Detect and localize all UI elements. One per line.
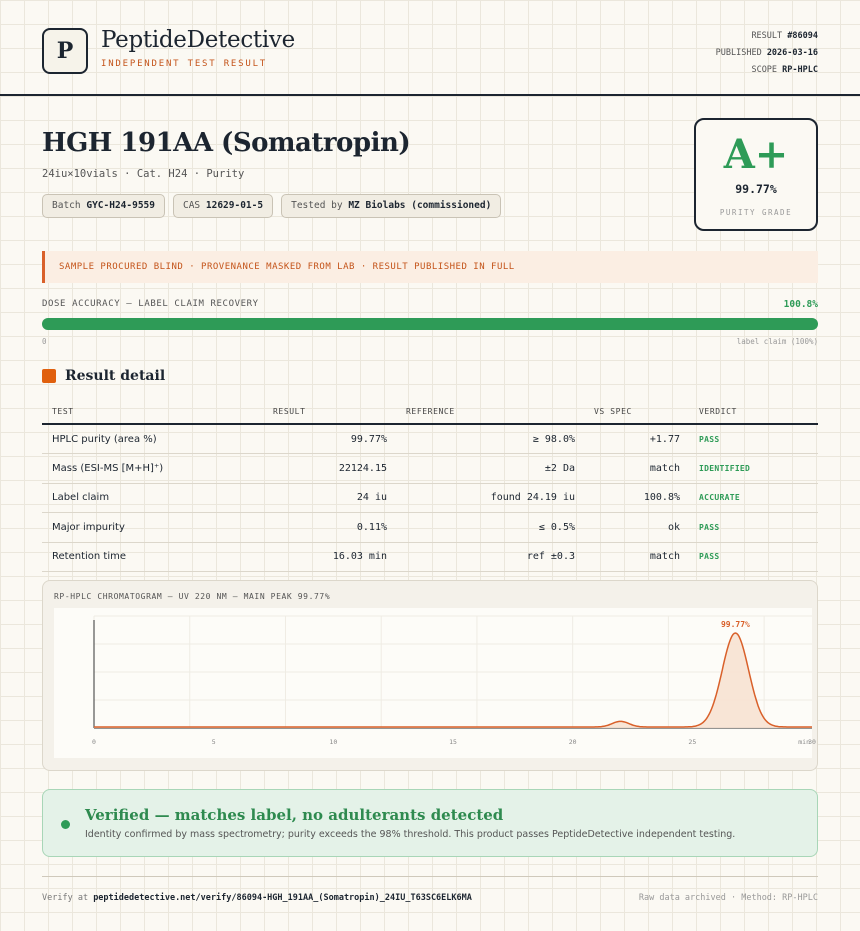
- dose-progress-fill: [42, 318, 818, 330]
- result-detail-heading: [42, 368, 165, 384]
- dose-progress-track: [42, 318, 818, 330]
- chromatogram-area: [94, 633, 812, 728]
- table-row: [42, 454, 818, 483]
- provenance-banner: SAMPLE PROCURED BLIND · PROVENANCE MASKED FROM LAB · RESULT PUBLISHED IN FULL: [42, 251, 818, 283]
- cell-test: Retention time: [52, 551, 126, 563]
- cell-reference: ≥ 98.0%: [532, 433, 575, 445]
- cell-test: Label claim: [52, 492, 110, 504]
- cell-verdict: PASS: [699, 434, 720, 444]
- result-id-line: RESULT #86094: [751, 31, 818, 41]
- table-header-row: [42, 399, 818, 425]
- batch-chip: Batch GYC-H24-9559: [42, 194, 165, 218]
- cell-result: 99.77%: [350, 433, 387, 445]
- scope-line: SCOPE RP-HPLC: [751, 65, 818, 75]
- x-tick-label: 25: [688, 738, 697, 746]
- dose-zero-label: 0: [42, 337, 47, 346]
- section-square-icon: [42, 369, 56, 383]
- chromatogram-panel: [42, 580, 818, 771]
- verified-panel: [42, 789, 818, 857]
- chromatogram-plot: [54, 608, 816, 758]
- verify-url-link[interactable]: peptidedetective.net/verify/86094-HGH_191AA_(Somatropin)_24IU_T63SC6ELK6MA: [93, 893, 472, 903]
- verified-text: Identity confirmed by mass spectrometry; purity exceeds the 98% threshold. This product passes PeptideDetective independent testing.: [85, 829, 736, 840]
- tested-by-chip: Tested by MZ Biolabs (commissioned): [281, 194, 501, 218]
- grade-label: PURITY GRADE: [719, 208, 793, 217]
- cell-test: Mass (ESI-MS [M+H]⁺): [52, 463, 164, 475]
- cell-verdict: IDENTIFIED: [699, 464, 751, 474]
- x-tick-label: 30: [808, 738, 816, 746]
- col-header-result: RESULT: [273, 406, 306, 416]
- brand-subtitle: INDEPENDENT TEST RESULT: [101, 59, 268, 69]
- grade-letter: A+: [723, 131, 789, 178]
- cell-vs-spec: ok: [667, 521, 680, 533]
- chromatogram-svg: [54, 608, 816, 758]
- table-row: [42, 425, 818, 454]
- cell-result: 24 iu: [356, 492, 387, 504]
- cell-test: Major impurity: [52, 521, 125, 533]
- results-table: [42, 399, 818, 572]
- cell-reference: ≤ 0.5%: [538, 521, 575, 533]
- verified-dot-icon: [61, 820, 70, 829]
- purity-grade-card: [694, 118, 818, 231]
- product-title: HGH 191AA (Somatropin): [42, 128, 411, 158]
- col-header-reference: REFERENCE: [406, 406, 455, 416]
- col-header-verdict: VERDICT: [699, 406, 737, 416]
- cell-verdict: PASS: [699, 522, 720, 532]
- x-tick-label: 0: [92, 738, 96, 746]
- footer-divider: [42, 876, 818, 877]
- table-row: [42, 543, 818, 572]
- dose-accuracy-value: 100.8%: [783, 299, 818, 310]
- col-header-vs-spec: VS SPEC: [594, 406, 632, 416]
- product-subtitle: 24iu×10vials · Cat. H24 · Purity: [42, 168, 245, 180]
- dose-accuracy-label: DOSE ACCURACY — LABEL CLAIM RECOVERY: [42, 299, 259, 309]
- cell-reference: ref ±0.3: [526, 551, 575, 563]
- cell-verdict: ACCURATE: [699, 493, 740, 503]
- section-title: Result detail: [65, 368, 166, 384]
- cell-test: HPLC purity (area %): [52, 433, 157, 445]
- cell-vs-spec: 100.8%: [643, 492, 680, 504]
- x-tick-label: 5: [211, 738, 216, 746]
- cell-reference: found 24.19 iu: [490, 492, 575, 504]
- cas-chip: CAS 12629-01-5: [173, 194, 273, 218]
- verified-title: Verified — matches label, no adulterants detected: [85, 806, 504, 824]
- footer-method: Raw data archived · Method: RP-HPLC: [638, 893, 818, 903]
- cell-reference: ±2 Da: [544, 463, 575, 475]
- product-chips: [42, 194, 501, 218]
- x-unit-label: min: [798, 738, 810, 746]
- x-tick-label: 20: [568, 738, 577, 746]
- cell-vs-spec: match: [649, 551, 680, 563]
- chromatogram-trace: [94, 633, 812, 727]
- brand-name: PeptideDetective: [101, 27, 295, 53]
- cell-vs-spec: match: [649, 463, 680, 475]
- main-peak-label: 99.77%: [720, 620, 750, 629]
- cell-result: 22124.15: [338, 463, 387, 475]
- published-line: PUBLISHED 2026-03-16: [715, 48, 818, 58]
- dose-claim-label: label claim (100%): [736, 337, 818, 346]
- verify-link-line: Verify at peptidedetective.net/verify/86094-HGH_191AA_(Somatropin)_24IU_T63SC6ELK6MA: [42, 893, 472, 903]
- cell-verdict: PASS: [699, 552, 720, 562]
- cell-vs-spec: +1.77: [649, 433, 680, 445]
- chromatogram-title: RP-HPLC CHROMATOGRAM — UV 220 NM — MAIN PEAK 99.77%: [54, 592, 331, 601]
- cell-result: 0.11%: [356, 521, 387, 533]
- table-row: [42, 484, 818, 513]
- grade-percent: 99.77%: [735, 182, 777, 196]
- cell-result: 16.03 min: [332, 551, 387, 563]
- x-tick-label: 15: [449, 738, 457, 746]
- report-meta: [716, 28, 818, 79]
- logo: P: [42, 28, 88, 74]
- col-header-test: TEST: [52, 406, 74, 416]
- table-row: [42, 513, 818, 542]
- x-tick-label: 10: [329, 738, 338, 746]
- report-header: [0, 0, 860, 96]
